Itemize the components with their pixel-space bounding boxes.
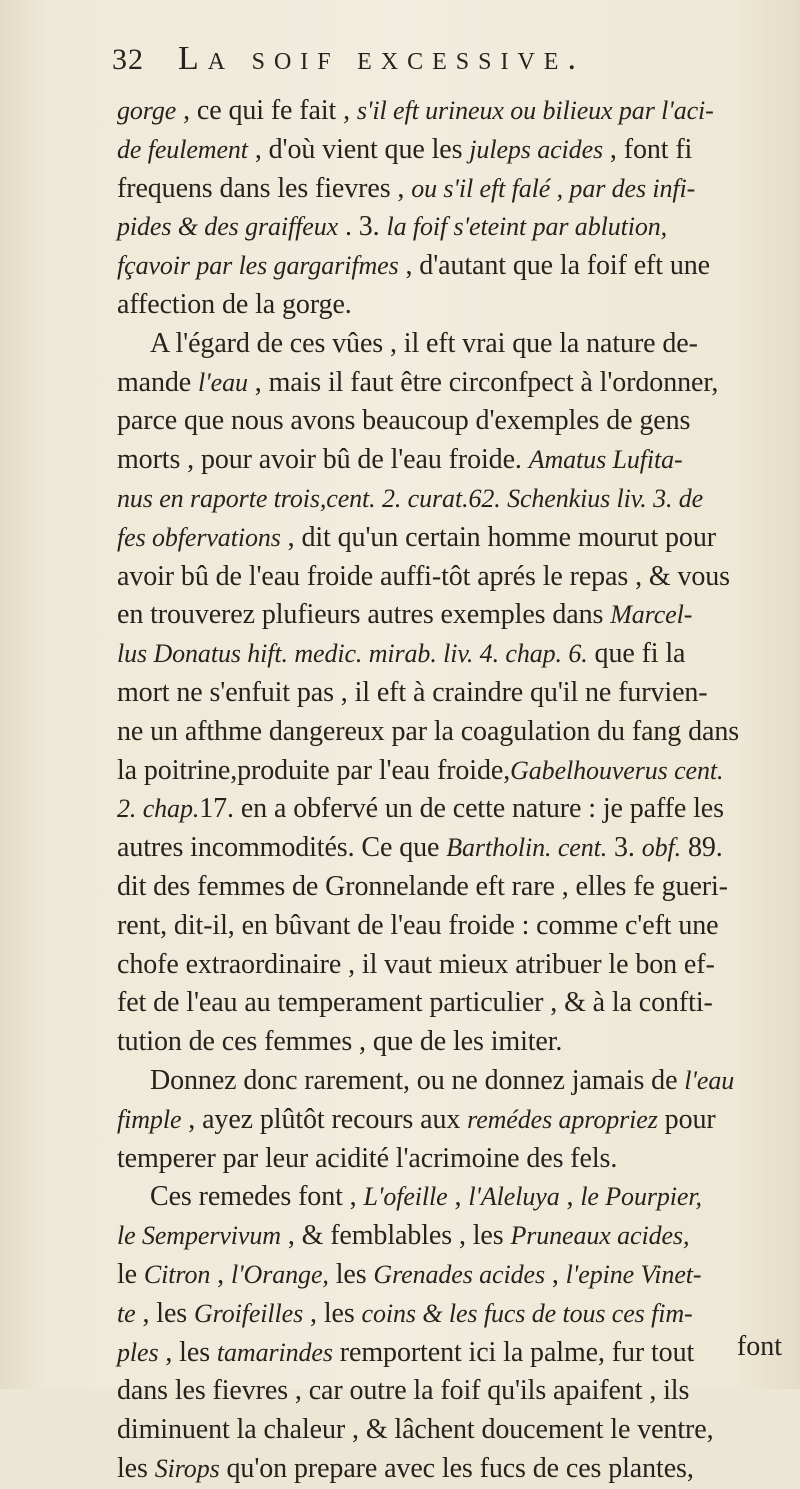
italic-segment: coins & les fucs de tous ces fim- bbox=[361, 1298, 693, 1328]
text-line bbox=[117, 1450, 793, 1489]
text-segment: rent, dit-il, en bûvant de l'eau froide : comme c'eft une bbox=[117, 909, 719, 941]
text-line bbox=[117, 247, 793, 286]
page-number: 32 bbox=[112, 43, 144, 76]
text-segment: , ayez plûtôt recours aux bbox=[181, 1103, 468, 1135]
text-line bbox=[117, 1295, 793, 1334]
text-segment: , d'où vient que les bbox=[247, 133, 470, 165]
italic-segment: ples bbox=[117, 1337, 159, 1367]
italic-segment: 2. chap. bbox=[117, 794, 200, 824]
text-line bbox=[117, 1217, 793, 1256]
page-header bbox=[112, 40, 752, 92]
italic-segment: Groifeilles bbox=[193, 1298, 304, 1328]
text-segment: . 3. bbox=[338, 211, 387, 243]
italic-segment: Citron bbox=[143, 1259, 211, 1289]
italic-segment: s'il eft urineux ou bilieux par l'aci- bbox=[356, 96, 714, 125]
text-segment: Donnez donc rarement, ou ne donnez jamais de bbox=[150, 1064, 685, 1096]
italic-segment: l'eau bbox=[684, 1065, 735, 1095]
text-line bbox=[117, 907, 793, 946]
italic-segment: Amatus Lufita- bbox=[528, 445, 683, 475]
text-segment: qu'on prepare avec les fucs de ces plantes, bbox=[219, 1452, 694, 1484]
text-line bbox=[117, 790, 793, 829]
text-segment: les bbox=[328, 1258, 374, 1290]
text-segment: , mais il faut être circonfpect à l'ordonner, bbox=[247, 366, 719, 398]
text-line bbox=[117, 829, 793, 868]
text-line bbox=[117, 402, 793, 441]
italic-segment: Bartholin. cent. bbox=[446, 833, 608, 863]
text-segment: mort ne s'enfuit pas , il eft à craindre qu'il ne furvien- bbox=[117, 676, 708, 708]
text-line bbox=[117, 1411, 793, 1450]
text-segment: avoir bû de l'eau froide auffi-tôt aprés le repas , & vous bbox=[117, 560, 730, 592]
text-line bbox=[117, 1178, 793, 1217]
text-segment: que fi la bbox=[587, 638, 686, 670]
text-segment: fet de l'eau au temperament particulier , & à la confti- bbox=[117, 987, 713, 1019]
text-line bbox=[117, 286, 793, 325]
italic-segment: l'Orange, bbox=[230, 1259, 329, 1289]
text-line bbox=[117, 635, 793, 674]
text-segment: 3. bbox=[607, 832, 642, 864]
italic-segment: juleps acides bbox=[469, 134, 604, 164]
text-line bbox=[117, 480, 793, 519]
italic-segment: Gabelhouverus cent. bbox=[510, 755, 724, 785]
text-line bbox=[117, 92, 793, 131]
text-segment: la poitrine,produite par l'eau froide, bbox=[117, 754, 511, 786]
running-title: La soif excessive. bbox=[178, 40, 585, 77]
text-line bbox=[117, 364, 793, 403]
text-segment: frequens dans les fievres , bbox=[117, 172, 412, 204]
italic-segment: Marcel- bbox=[610, 600, 693, 630]
italic-segment: Grenades acides bbox=[373, 1259, 545, 1289]
text-segment: dit des femmes de Gronnelande eft rare , elles fe gueri- bbox=[117, 870, 728, 902]
italic-segment: nus en raporte trois,cent. 2. curat.62. Schenkius liv. 3. de bbox=[117, 483, 704, 513]
text-line bbox=[117, 713, 793, 752]
italic-segment: l'epine Vinet- bbox=[565, 1259, 702, 1289]
text-line bbox=[117, 1023, 793, 1062]
italic-segment: l'eau bbox=[198, 367, 248, 397]
italic-segment: la foif s'eteint par ablution, bbox=[386, 212, 668, 242]
italic-segment: l'Aleluya bbox=[468, 1182, 560, 1212]
text-line bbox=[117, 131, 793, 170]
italic-segment: fçavoir par les gargarifmes bbox=[117, 251, 399, 281]
text-segment: , bbox=[210, 1258, 231, 1290]
text-segment: , bbox=[447, 1181, 469, 1213]
text-segment: , dit qu'un certain homme mourut pour bbox=[280, 521, 716, 553]
italic-segment: gorge bbox=[117, 96, 177, 125]
text-line bbox=[117, 596, 793, 635]
text-segment: affection de la gorge. bbox=[117, 288, 352, 320]
text-segment: le bbox=[117, 1258, 144, 1290]
text-line bbox=[117, 558, 793, 597]
text-segment: , & femblables , les bbox=[280, 1220, 511, 1252]
text-line bbox=[117, 674, 793, 713]
text-line bbox=[117, 946, 793, 985]
text-segment: mande bbox=[117, 366, 199, 398]
text-segment: , bbox=[544, 1258, 566, 1290]
text-segment: , font fi bbox=[603, 133, 693, 165]
text-segment: en trouverez plufieurs autres exemples dans bbox=[117, 599, 611, 631]
text-segment: 89. bbox=[681, 832, 723, 864]
text-line bbox=[117, 1334, 793, 1373]
text-segment: A l'égard de ces vûes , il eft vrai que la nature de- bbox=[150, 327, 698, 359]
text-line bbox=[117, 208, 793, 247]
text-line bbox=[117, 1101, 793, 1140]
text-segment: parce que nous avons beaucoup d'exemples de gens bbox=[117, 405, 691, 437]
text-line bbox=[117, 519, 793, 558]
text-segment: 17. en a obfervé un de cette nature : je paffe les bbox=[199, 793, 724, 825]
text-segment: chofe extraordinaire , il vaut mieux atribuer le bon ef- bbox=[117, 948, 715, 980]
italic-segment: obf. bbox=[641, 833, 682, 863]
text-segment: pour bbox=[657, 1103, 716, 1135]
text-segment: les bbox=[117, 1452, 155, 1484]
italic-segment: remédes apropriez bbox=[467, 1104, 658, 1134]
text-line bbox=[117, 984, 793, 1023]
text-segment: Ces remedes font , bbox=[150, 1181, 364, 1213]
text-segment: dans les fievres , car outre la foif qu'ils apaifent , ils bbox=[117, 1375, 690, 1407]
text-segment: autres incommodités. Ce que bbox=[117, 832, 447, 864]
text-line bbox=[117, 1372, 793, 1411]
text-segment: , d'autant que la foif eft une bbox=[398, 250, 710, 282]
text-line bbox=[117, 325, 793, 364]
text-segment: , bbox=[559, 1181, 581, 1213]
italic-segment: fes obfervations bbox=[117, 522, 281, 552]
italic-segment: Pruneaux acides, bbox=[510, 1221, 690, 1251]
italic-segment: L'ofeille bbox=[363, 1182, 448, 1212]
italic-segment: de feulement bbox=[117, 134, 248, 164]
italic-segment: fimple bbox=[117, 1104, 182, 1134]
text-body bbox=[117, 92, 793, 1489]
italic-segment: pides & des graiffeux bbox=[117, 212, 339, 242]
text-line bbox=[117, 1256, 793, 1295]
text-segment: diminuent la chaleur , & lâchent doucement le ventre, bbox=[117, 1414, 714, 1446]
text-segment: , ce qui fe fait , bbox=[176, 95, 357, 126]
text-segment: remportent ici la palme, fur tout bbox=[332, 1336, 695, 1368]
text-segment: , les bbox=[135, 1297, 194, 1329]
italic-segment: le Pourpier, bbox=[580, 1182, 702, 1212]
text-line bbox=[117, 441, 793, 480]
text-segment: tution de ces femmes , que de les imiter. bbox=[117, 1026, 563, 1058]
italic-segment: lus Donatus hift. medic. mirab. liv. 4. chap. 6. bbox=[117, 639, 588, 669]
italic-segment: te bbox=[117, 1298, 136, 1328]
text-segment: , les bbox=[303, 1297, 362, 1329]
italic-segment: ou s'il eft falé , par des infi- bbox=[411, 173, 696, 203]
text-line bbox=[117, 868, 793, 907]
text-line bbox=[117, 170, 793, 209]
text-segment: ne un afthme dangereux par la coagulation du fang dans bbox=[117, 715, 740, 747]
text-segment: , les bbox=[158, 1336, 217, 1368]
text-line bbox=[117, 1062, 793, 1101]
text-segment: morts , pour avoir bû de l'eau froide. bbox=[117, 444, 529, 476]
italic-segment: tamarindes bbox=[216, 1337, 333, 1367]
text-segment: temperer par leur acidité l'acrimoine des fels. bbox=[117, 1142, 618, 1174]
text-line bbox=[117, 1140, 793, 1179]
text-line bbox=[117, 752, 793, 791]
catchword: font bbox=[736, 1331, 782, 1362]
italic-segment: le Sempervivum bbox=[117, 1221, 281, 1251]
italic-segment: Sirops bbox=[154, 1453, 220, 1483]
